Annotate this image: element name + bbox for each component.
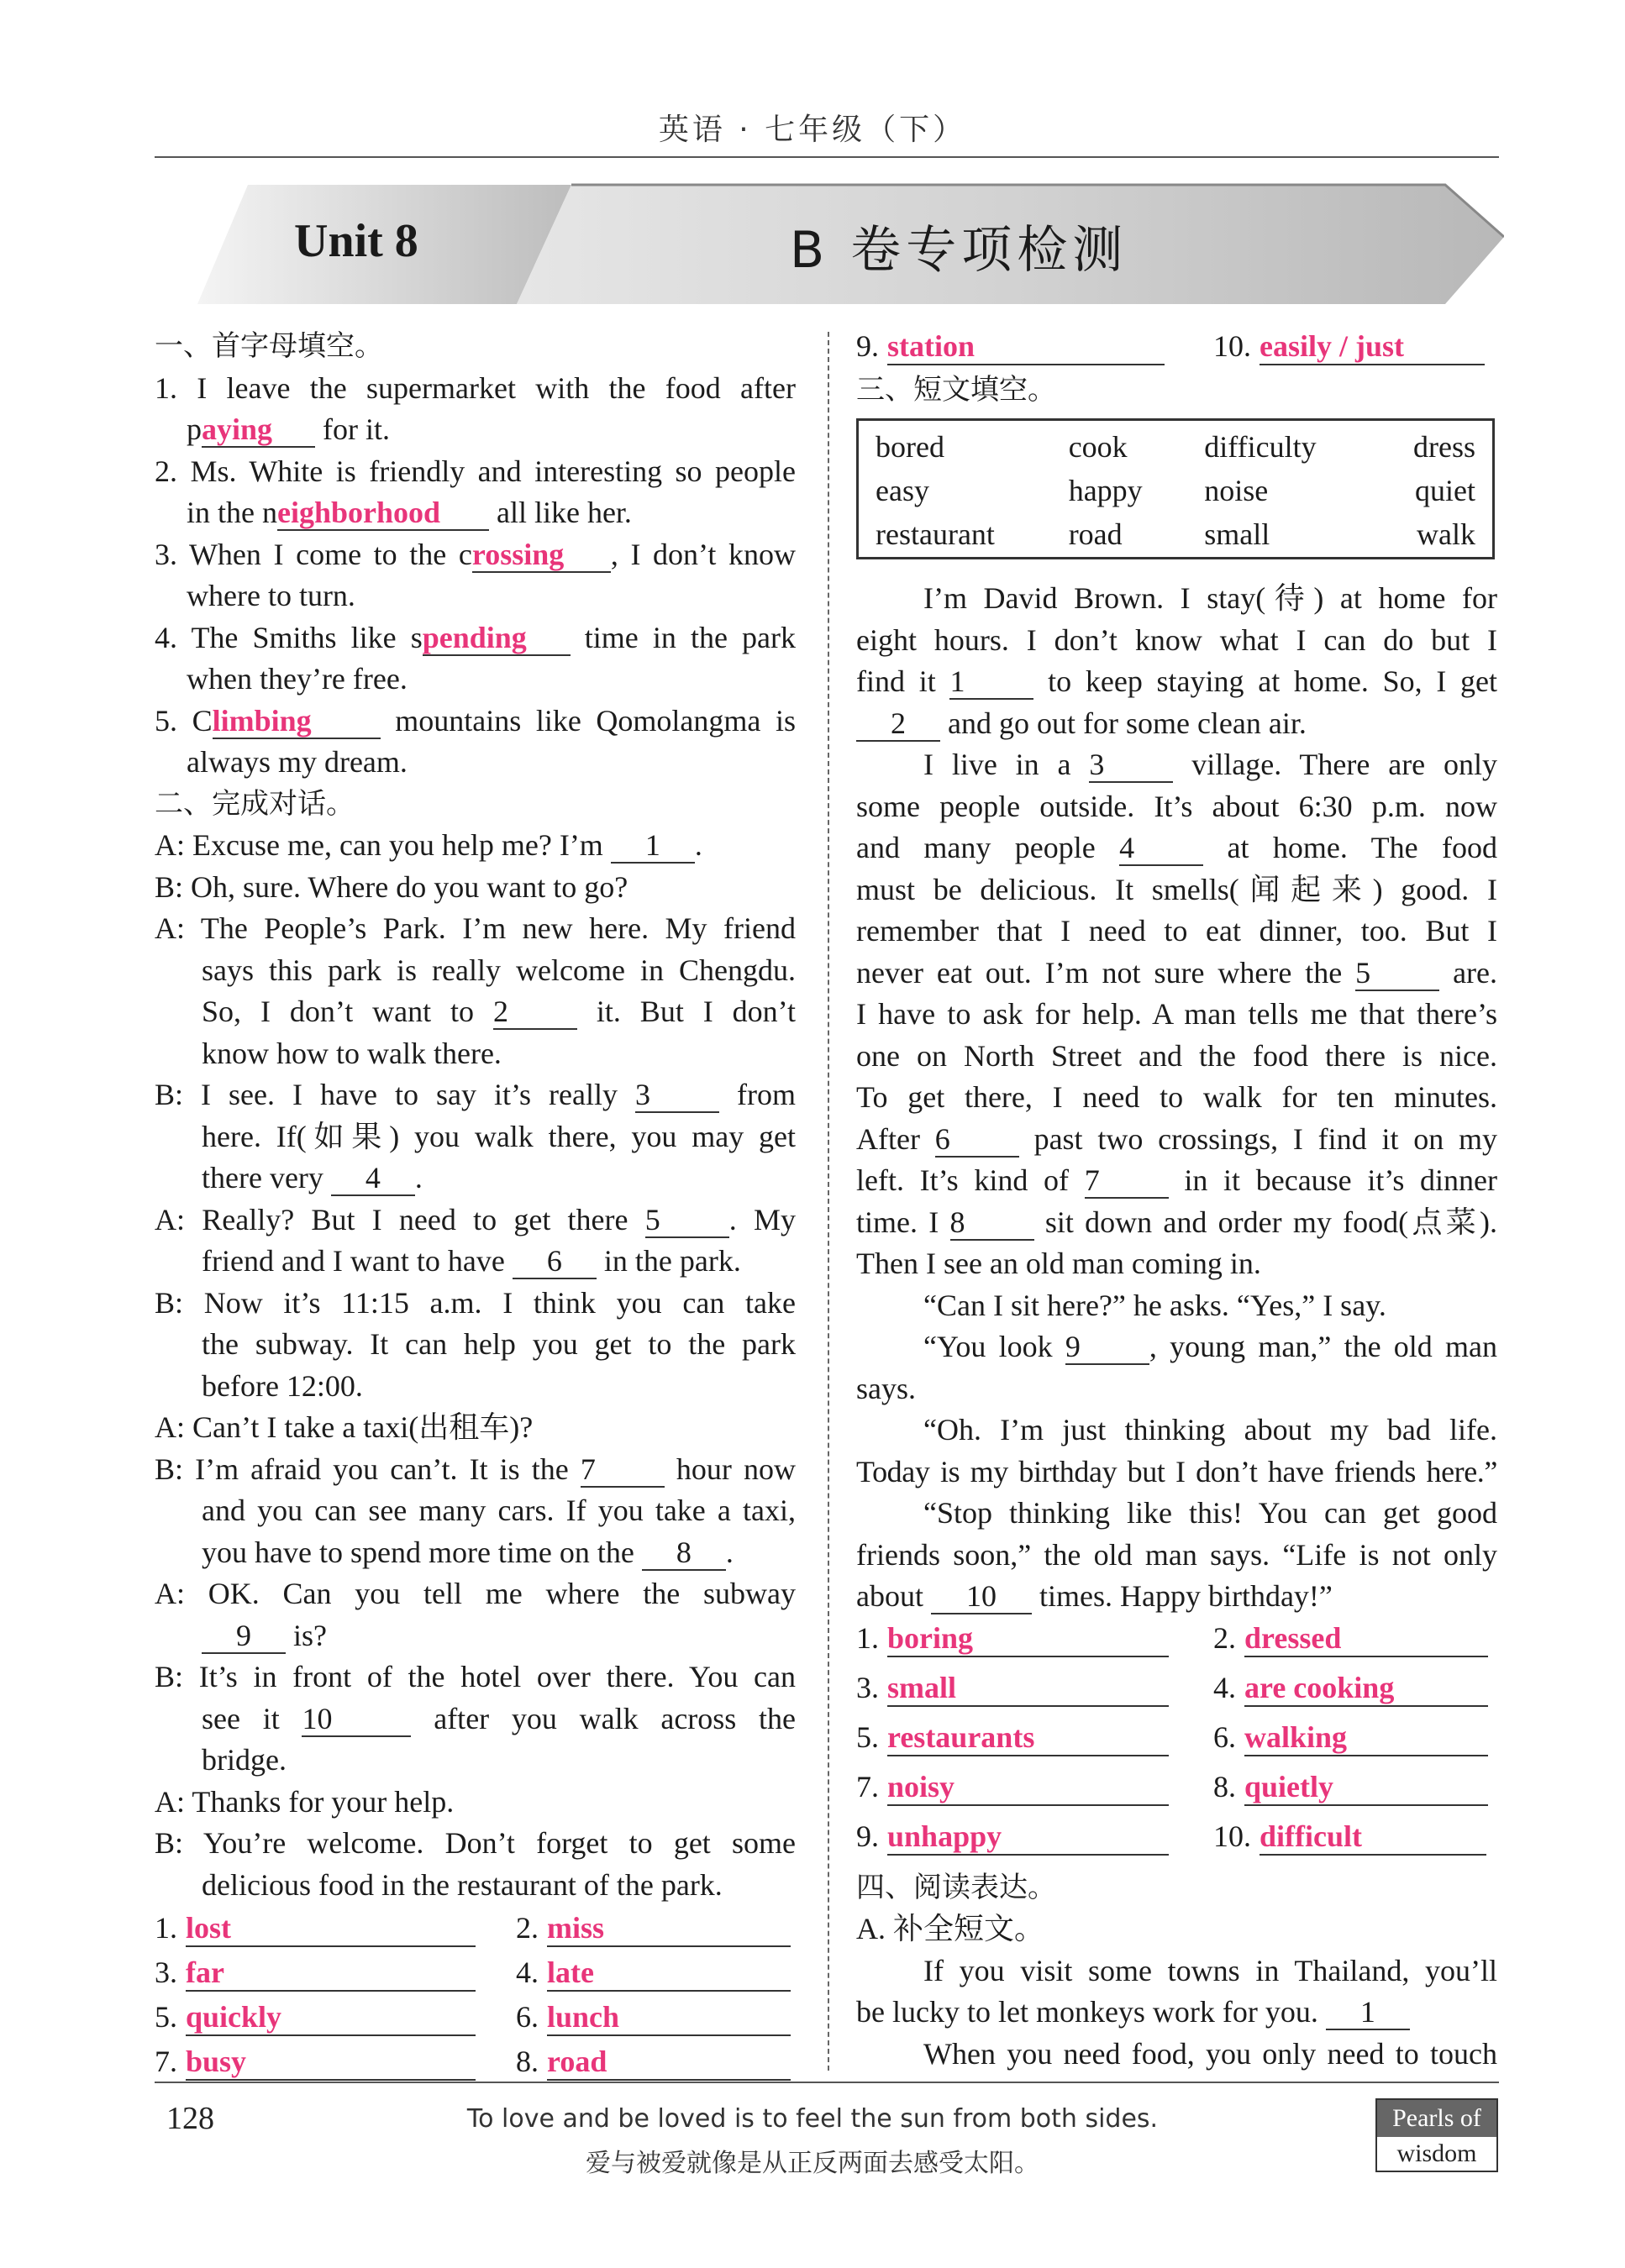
passage-line: eight hours. I don’t know what I can do but I <box>856 622 1497 657</box>
word: happy <box>1068 474 1143 507</box>
dialog-line: B: It’s in front of the hotel over there. You can <box>155 1660 796 1693</box>
word: restaurant <box>876 517 995 551</box>
blank-1: 1 <box>611 828 695 864</box>
section4-title: 四、阅读表达。 <box>856 1870 1056 1904</box>
passage-line: When you need food, you only need to touch <box>923 2036 1497 2071</box>
word: easy <box>876 474 929 507</box>
section2-answers <box>155 1908 796 2086</box>
q2-line2: in the neighborhood all like her. <box>187 496 632 529</box>
section3-title: 三、短文填空。 <box>856 373 1056 407</box>
blank-6: 6 <box>513 1244 597 1279</box>
right-column <box>856 326 1497 412</box>
answer-item: 9. unhappy <box>856 1816 1213 1866</box>
dialog-line: 9 is? <box>155 1615 796 1657</box>
answer-item: 10. easily / just <box>1213 326 1485 370</box>
word: difficulty <box>1204 430 1317 464</box>
left-column <box>155 326 796 2086</box>
passage-line: remember that I need to eat dinner, too. But I <box>856 914 1497 948</box>
q1-line1: 1. I leave the supermarket with the food after <box>155 370 796 405</box>
dialog-line: B: You’re welcome. Don’t forget to get some <box>155 1826 796 1860</box>
word-bank-row <box>859 512 1492 556</box>
passage-blank-7: 7 <box>1085 1163 1169 1199</box>
answer-item: 5. quickly <box>155 1997 516 2041</box>
passage-blank-9: 9 <box>1065 1330 1149 1365</box>
passage-blank-2: 2 <box>856 706 940 742</box>
passage-line: find it 1 to keep staying at home. So, I get <box>856 664 1498 698</box>
dialog-line: friend and I want to have 6 in the park. <box>202 1244 741 1278</box>
dialog-line: B: Oh, sure. Where do you want to go? <box>155 869 628 904</box>
passage-line: 2 and go out for some clean air. <box>856 703 1497 745</box>
dialog-line: A: Can’t I take a taxi(出租车)? <box>155 1410 534 1444</box>
answer-item: 7. noisy <box>856 1767 1213 1816</box>
section3-answers <box>856 1618 1497 1866</box>
passage <box>856 578 1497 2075</box>
q3-answer: rossing <box>471 537 565 571</box>
passage-blank-4: 4 <box>1119 831 1203 866</box>
footer-quote-zh: 爱与被爱就像是从正反两面去感受太阳。 <box>586 2149 1039 2178</box>
dialog-line: B: Now it’s 11:15 a.m. I think you can take <box>155 1285 796 1320</box>
answer-item: 4. late <box>516 1952 791 1997</box>
answer-row <box>856 1767 1497 1816</box>
answer-row <box>856 1816 1497 1866</box>
q5-line2: always my dream. <box>187 745 408 779</box>
q4-line2: when they’re free. <box>187 662 408 696</box>
word: walk <box>1417 517 1475 551</box>
answer-item: 2. dressed <box>1213 1618 1488 1667</box>
passage-blank-6: 6 <box>935 1122 1019 1158</box>
passage-line: left. It’s kind of 7 in it because it’s dinner <box>856 1163 1498 1197</box>
badge-top: Pearls of <box>1377 2100 1496 2137</box>
section4-subtitle: A. 补全短文。 <box>856 1912 1044 1945</box>
dialog-line: delicious food in the restaurant of the park. <box>202 1867 723 1902</box>
word-bank <box>856 418 1495 559</box>
passage-line: and many people 4 at home. The food <box>856 831 1497 864</box>
column-divider <box>828 332 829 2071</box>
passage-line: must be delicious. It smells(闻起来) good. I <box>856 872 1497 906</box>
blank-9: 9 <box>202 1619 286 1654</box>
section1-title: 一、首字母填空。 <box>155 329 383 363</box>
passage-line: “Stop thinking like this! You can get good <box>923 1496 1497 1530</box>
passage-blank-1: 1 <box>949 664 1033 700</box>
answer-item: 1. lost <box>155 1908 516 1952</box>
word: road <box>1068 517 1123 551</box>
answer-item: 8. quietly <box>1213 1767 1488 1816</box>
word: bored <box>876 430 944 464</box>
header-rule <box>155 156 1499 158</box>
passage-line: “You look 9 , young man,” the old man <box>923 1330 1498 1363</box>
q2-line1: 2. Ms. White is friendly and interesting so people <box>155 454 796 488</box>
passage-blank-8: 8 <box>950 1205 1034 1241</box>
passage-line: After 6 past two crossings, I find it on my <box>856 1121 1498 1156</box>
answer-item: 7. busy <box>155 2041 516 2086</box>
passage-blank-10: 10 <box>931 1579 1032 1614</box>
answer-item: 10. difficult <box>1213 1816 1486 1866</box>
answer-item: 9. station <box>856 326 1213 370</box>
passage-line: friends soon,” the old man says. “Life is not only <box>856 1537 1497 1572</box>
answer-item: 2. miss <box>516 1908 791 1952</box>
answer-item: 5. restaurants <box>856 1717 1213 1767</box>
answer-item: 6. lunch <box>516 1997 791 2041</box>
dialog-line: So, I don’t want to 2 it. But I don’t <box>202 995 796 1028</box>
blank-7: 7 <box>581 1452 665 1488</box>
banner-title: B 卷专项检测 <box>790 221 1128 280</box>
answer-row <box>155 2041 796 2086</box>
answer-item: 3. far <box>155 1952 516 1997</box>
answer-row <box>155 1997 796 2041</box>
answer-row <box>856 1717 1497 1767</box>
dialog-line: A: OK. Can you tell me where the subway <box>155 1577 796 1610</box>
q1-line2: paying for it. <box>187 412 390 446</box>
dialog-line: you have to spend more time on the 8 . <box>202 1535 734 1569</box>
passage-line: If you visit some towns in Thailand, you’ll <box>923 1953 1497 1987</box>
passage-line: “Can I sit here?” he asks. “Yes,” I say. <box>923 1288 1386 1322</box>
dialog-line: and you can see many cars. If you take a taxi, <box>202 1494 796 1527</box>
q5-answer: limbing <box>212 703 312 738</box>
answer-row <box>155 1952 796 1997</box>
word: cook <box>1068 430 1128 464</box>
answer-row <box>856 1618 1497 1667</box>
dialog-line: A: Really? But I need to get there 5 . My <box>155 1202 797 1236</box>
passage-line: never eat out. I’m not sure where the 5 are. <box>856 955 1498 990</box>
dialog-line: A: The People’s Park. I’m new here. My friend <box>155 911 796 945</box>
blank-8: 8 <box>642 1536 726 1571</box>
answer-row <box>856 1667 1497 1717</box>
passage-line: I’m David Brown. I stay(待) at home for <box>923 581 1497 615</box>
dialog-line: know how to walk there. <box>202 1036 502 1070</box>
blank-3: 3 <box>635 1078 719 1113</box>
footer-quote-en: To love and be loved is to feel the sun from both sides. <box>466 2104 1159 2134</box>
pearls-of-wisdom-badge <box>1375 2098 1498 2172</box>
word-bank-row <box>859 425 1492 469</box>
blank-2: 2 <box>493 995 577 1030</box>
passage-line: one on North Street and the food there is nice. <box>856 1038 1497 1073</box>
word: quiet <box>1415 474 1475 507</box>
dialog-line: B: I see. I have to say it’s really 3 from <box>155 1078 796 1111</box>
answer-item: 1. boring <box>856 1618 1213 1667</box>
passage-line: says. <box>856 1371 916 1405</box>
dialog-line: says this park is really welcome in Chengdu. <box>202 953 796 987</box>
passage-line: To get there, I need to walk for ten minutes. <box>856 1080 1497 1114</box>
q5-line1: 5. Climbing mountains like Qomolangma is <box>155 703 797 738</box>
answer-row <box>856 326 1497 370</box>
page-header-title: 英语 · 七年级（下） <box>658 113 967 147</box>
section2-title: 二、完成对话。 <box>155 786 355 821</box>
dialog-line: A: Thanks for your help. <box>155 1784 455 1819</box>
dialog-line: here. If(如果) you walk there, you may get <box>202 1119 796 1153</box>
passage-line: be lucky to let monkeys work for you. 1 <box>856 1992 1497 2034</box>
unit-label: Unit 8 <box>294 215 418 267</box>
dialog-line: see it 10 after you walk across the <box>202 1701 797 1735</box>
passage-blank-3: 3 <box>1089 748 1173 783</box>
dialog-line: B: I’m afraid you can’t. It is the 7 hour now <box>155 1452 796 1486</box>
answer-row <box>155 1908 796 1952</box>
q4-answer: pending <box>422 620 527 654</box>
blank-5: 5 <box>645 1203 729 1238</box>
word: small <box>1204 517 1270 551</box>
dialog-line: before 12:00. <box>202 1368 363 1403</box>
q3-line1: 3. When I come to the crossing , I don’t know <box>155 537 797 571</box>
passage-line: “Oh. I’m just thinking about my bad life. <box>923 1413 1497 1446</box>
passage-line: time. I 8 sit down and order my food(点菜). <box>856 1205 1497 1239</box>
answer-item: 4. are cooking <box>1213 1667 1488 1717</box>
dialog-line: there very 4 . <box>202 1161 423 1194</box>
blank-10: 10 <box>302 1702 411 1737</box>
q2-answer: eighborhood <box>276 496 441 529</box>
passage-line: some people outside. It’s about 6:30 p.m. now <box>856 789 1497 823</box>
blank-4: 4 <box>331 1161 415 1196</box>
dialog-line: bridge. <box>202 1743 287 1777</box>
answer-item: 3. small <box>856 1667 1213 1717</box>
passage-blank-5: 5 <box>1355 956 1439 991</box>
dialog-line: A: Excuse me, can you help me? I’m 1 . <box>155 828 702 862</box>
q4-line1: 4. The Smiths like spending time in the park <box>155 620 796 654</box>
footer-rule <box>155 2082 1499 2083</box>
passage-line: I live in a 3 village. There are only <box>923 748 1498 781</box>
section4-blank-1: 1 <box>1326 1995 1410 2030</box>
passage-line: about 10 times. Happy birthday!” <box>856 1579 1333 1613</box>
passage-line: Today is my birthday but I don’t have friends here.” <box>856 1454 1497 1488</box>
passage-line: I have to ask for help. A man tells me that there’s <box>856 997 1497 1031</box>
word: noise <box>1204 474 1269 507</box>
word: dress <box>1413 430 1475 464</box>
page-number: 128 <box>166 2101 214 2136</box>
q1-answer: aying <box>202 412 273 446</box>
word-bank-row <box>859 469 1492 512</box>
answer-item: 8. road <box>516 2041 791 2086</box>
dialog-line: the subway. It can help you get to the park <box>202 1327 796 1361</box>
passage-line: Then I see an old man coming in. <box>856 1247 1261 1280</box>
answer-item: 6. walking <box>1213 1717 1488 1767</box>
badge-bottom: wisdom <box>1396 2139 1477 2167</box>
q3-line2: where to turn. <box>187 579 355 612</box>
